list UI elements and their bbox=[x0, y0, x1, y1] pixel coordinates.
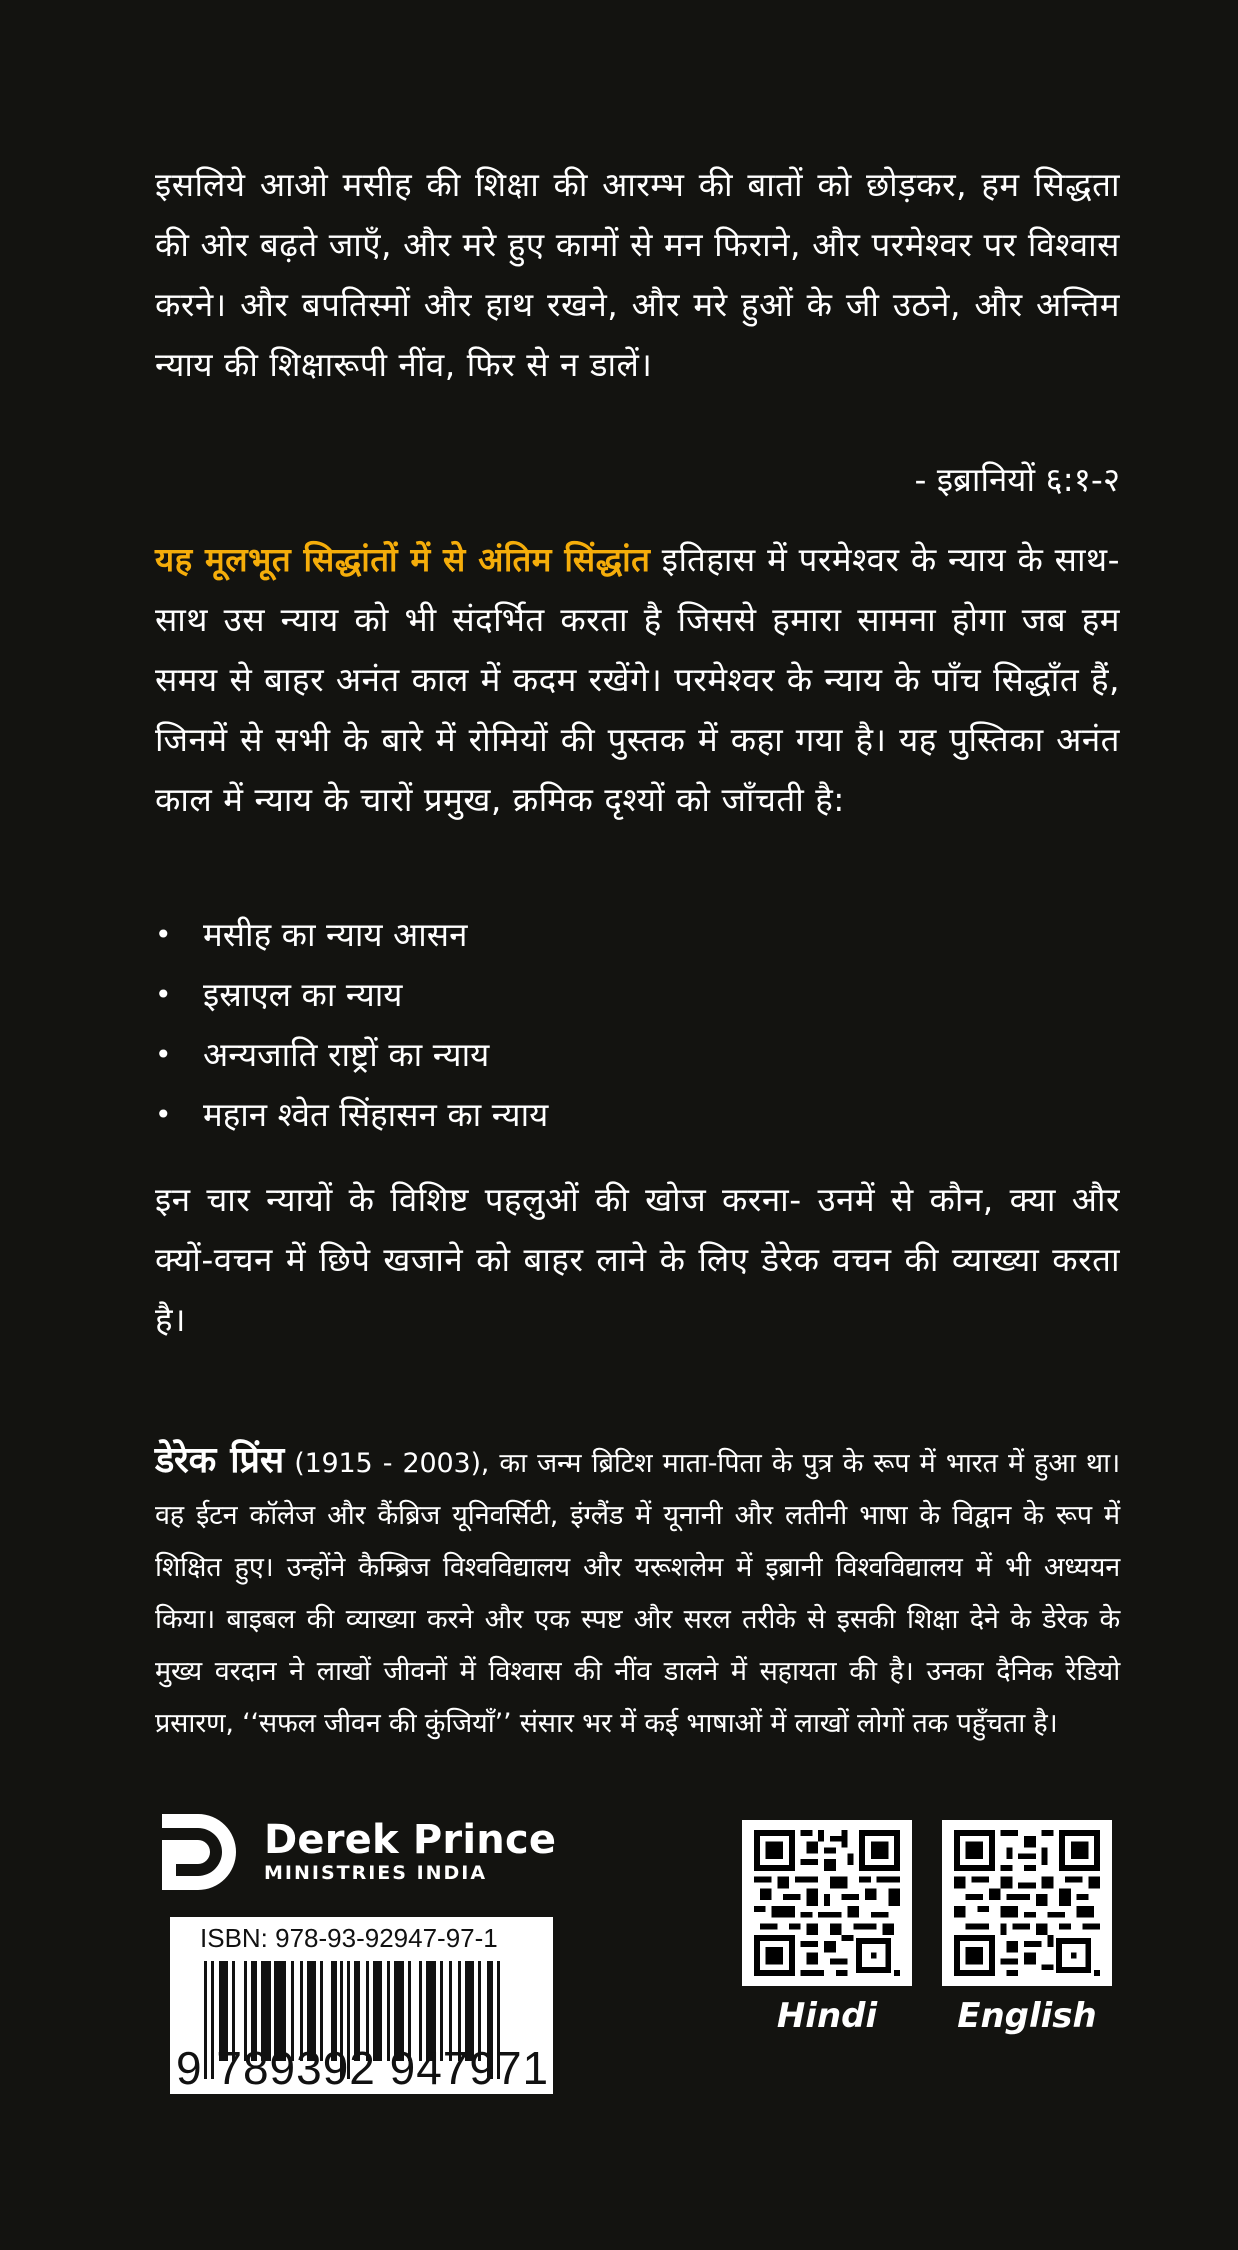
qr-label-english: English bbox=[957, 1996, 1097, 2036]
qr-code-english[interactable] bbox=[942, 1820, 1112, 2036]
summary-text: इतिहास में परमेश्वर के न्याय के साथ-साथ उस न्याय को भी संदर्भित करता है जिससे हमारा सामना होगा जब हम समय से बाहर अनंत काल में कदम रखेंगे। परमेश्वर के न्याय के पाँच सिद्धाँत हैं, जिनमें से सभी के बारे में रोमियों की पुस्तक में कहा गया है। यह पुस्तिका अनंत काल में न्याय के चारों प्रमुख, क्रमिक दृश्यों को जाँचती है: bbox=[155, 540, 1121, 819]
bullet-icon: • bbox=[155, 978, 172, 1011]
bullet-icon: • bbox=[155, 1038, 172, 1071]
publisher-logo bbox=[158, 1810, 556, 1894]
closing-paragraph: इन चार न्यायों के विशिष्ट पहलुओं की खोज करना- उनमें से कौन, क्या और क्यों-वचन में छिपे खजाने को बाहर लाने के लिए डेरेक वचन की व्याख्या करता है। bbox=[155, 1180, 1120, 1339]
list-item bbox=[155, 1025, 1120, 1085]
publisher-subtitle: MINISTRIES INDIA bbox=[264, 1862, 488, 1884]
publisher-name: Derek Prince bbox=[264, 1817, 557, 1863]
author-bio-text: (1915 - 2003), का जन्म ब्रिटिश माता-पिता के पुत्र के रूप में भारत में हुआ था। वह ईटन कॉलेज और कैंब्रिज यूनिवर्सिटी, इंग्लैंड में यूनानी और लतीनी भाषा के विद्वान के रूप में शिक्षित हुए। उन्होंने कैम्ब्रिज विश्वविद्यालय और यरूशलेम में इब्रानी विश्वविद्यालय में भी अध्ययन किया। बाइबल की व्याख्या करने और एक स्पष्ट और सरल तरीके से इसकी शिक्षा देने के डेरेक के मुख्य वरदान ने लाखों जीवनों में विश्वास की नींव डालने में सहायता की है। उनका दैनिक रेडियो प्रसारण, ‘‘सफल जीवन की कुंजियाँ’’ संसार भर में कई भाषाओं में लाखों लोगों तक पहुँचता है। bbox=[155, 1448, 1120, 1739]
bullet-icon: • bbox=[155, 918, 172, 951]
judgments-list bbox=[155, 905, 1120, 1145]
isbn-barcode bbox=[170, 1917, 553, 2094]
summary-highlight: यह मूलभूत सिद्धांतों में से अंतिम सिंद्धांत bbox=[155, 540, 651, 579]
list-item-label: मसीह का न्याय आसन bbox=[203, 915, 468, 954]
scripture-reference: - इब्रानियों ६:१-२ bbox=[914, 460, 1120, 499]
list-item-label: इस्राएल का न्याय bbox=[203, 975, 403, 1014]
qr-code-icon bbox=[952, 1830, 1102, 1976]
summary-paragraph bbox=[155, 530, 1120, 830]
author-name: डेरेक प्रिंस bbox=[155, 1440, 284, 1481]
author-bio bbox=[155, 1435, 1120, 1750]
dpm-logo-icon bbox=[158, 1810, 242, 1894]
list-item bbox=[155, 905, 1120, 965]
isbn-label: ISBN: 978-93-92947-97-1 bbox=[200, 1923, 498, 1953]
list-item-label: महान श्वेत सिंहासन का न्याय bbox=[203, 1095, 549, 1134]
list-item-label: अन्यजाति राष्ट्रों का न्याय bbox=[203, 1035, 490, 1074]
list-item bbox=[155, 1085, 1120, 1145]
qr-code-icon bbox=[752, 1830, 902, 1976]
list-item bbox=[155, 965, 1120, 1025]
barcode-number: 9 789392 947971 bbox=[176, 2042, 550, 2094]
scripture-quote: इसलिये आओ मसीह की शिक्षा की आरम्भ की बातों को छोड़कर, हम सिद्धता की ओर बढ़ते जाएँ, और मरे हुए कामों से मन फिराने, और परमेश्वर पर विश्वास करने। और बपतिस्मों और हाथ रखने, और मरे हुओं के जी उठने, और अन्तिम न्याय की शिक्षारूपी नींव, फिर से न डालें। bbox=[155, 165, 1120, 384]
bullet-icon: • bbox=[155, 1098, 172, 1131]
qr-label-hindi: Hindi bbox=[776, 1996, 878, 2036]
qr-code-hindi[interactable] bbox=[742, 1820, 912, 2036]
